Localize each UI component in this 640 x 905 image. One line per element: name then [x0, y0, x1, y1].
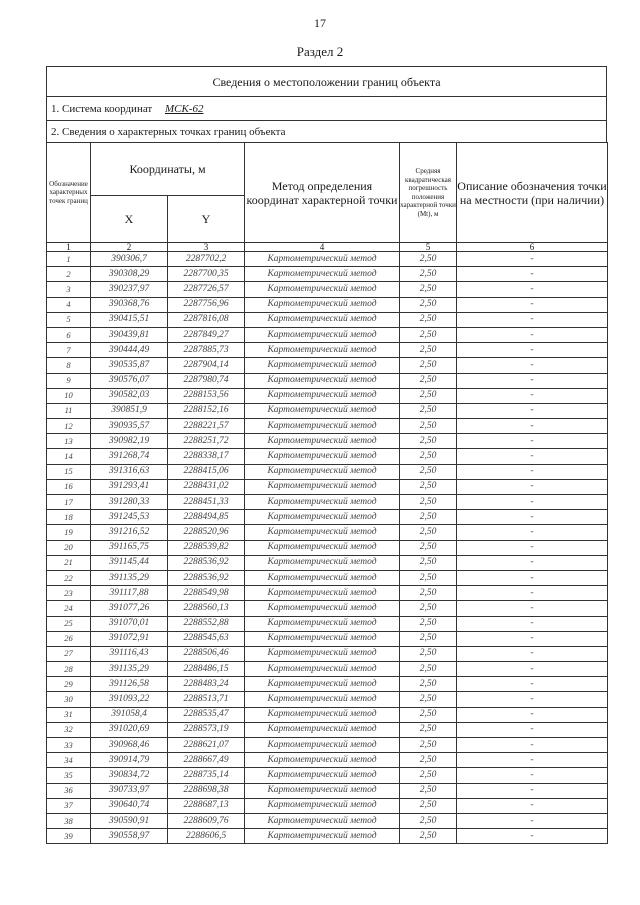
- method-cell: Картометрический метод: [245, 373, 400, 388]
- method-cell: Картометрический метод: [245, 601, 400, 616]
- x-coordinate-cell: 390914,79: [91, 753, 168, 768]
- description-cell: -: [457, 479, 608, 494]
- accuracy-cell: 2,50: [400, 373, 457, 388]
- accuracy-cell: 2,50: [400, 403, 457, 418]
- table-row: [47, 282, 608, 297]
- method-cell: Картометрический метод: [245, 570, 400, 585]
- accuracy-cell: 2,50: [400, 601, 457, 616]
- x-coordinate-cell: 390576,07: [91, 373, 168, 388]
- table-row: [47, 692, 608, 707]
- description-cell: -: [457, 813, 608, 828]
- point-number-cell: 24: [47, 601, 91, 616]
- y-coordinate-cell: 2287849,27: [168, 327, 245, 342]
- y-coordinate-cell: 2288506,46: [168, 646, 245, 661]
- point-number-cell: 33: [47, 738, 91, 753]
- x-coordinate-cell: 391165,75: [91, 540, 168, 555]
- table-row: [47, 343, 608, 358]
- description-cell: -: [457, 343, 608, 358]
- method-cell: Картометрический метод: [245, 312, 400, 327]
- method-cell: Картометрический метод: [245, 252, 400, 267]
- method-cell: Картометрический метод: [245, 297, 400, 312]
- x-coordinate-cell: 390535,87: [91, 358, 168, 373]
- point-number-cell: 32: [47, 722, 91, 737]
- accuracy-cell: 2,50: [400, 662, 457, 677]
- description-cell: -: [457, 722, 608, 737]
- description-cell: -: [457, 570, 608, 585]
- accuracy-cell: 2,50: [400, 495, 457, 510]
- point-number-cell: 12: [47, 419, 91, 434]
- x-coordinate-cell: 391135,29: [91, 570, 168, 585]
- y-coordinate-cell: 2288520,96: [168, 525, 245, 540]
- accuracy-cell: 2,50: [400, 722, 457, 737]
- description-cell: -: [457, 829, 608, 844]
- method-cell: Картометрический метод: [245, 813, 400, 828]
- point-number-cell: 31: [47, 707, 91, 722]
- y-coordinate-cell: 2288560,13: [168, 601, 245, 616]
- method-cell: Картометрический метод: [245, 525, 400, 540]
- accuracy-cell: 2,50: [400, 312, 457, 327]
- point-number-cell: 21: [47, 555, 91, 570]
- header-description: Описание обозначения точки на местности (при наличии): [457, 143, 608, 243]
- table-row: [47, 449, 608, 464]
- x-coordinate-cell: 390590,91: [91, 813, 168, 828]
- x-coordinate-cell: 391145,44: [91, 555, 168, 570]
- method-cell: Картометрический метод: [245, 738, 400, 753]
- y-coordinate-cell: 2288486,15: [168, 662, 245, 677]
- table-row: [47, 677, 608, 692]
- table-row: [47, 312, 608, 327]
- accuracy-cell: 2,50: [400, 829, 457, 844]
- accuracy-cell: 2,50: [400, 753, 457, 768]
- method-cell: Картометрический метод: [245, 419, 400, 434]
- point-number-cell: 23: [47, 586, 91, 601]
- points-table: [46, 142, 608, 844]
- description-cell: -: [457, 707, 608, 722]
- column-number: 1: [47, 243, 91, 252]
- description-cell: -: [457, 616, 608, 631]
- points-table-body: [47, 252, 608, 844]
- header-point-id: Обозначение характерных точек границ: [47, 143, 91, 243]
- table-row: [47, 586, 608, 601]
- y-coordinate-cell: 2287726,57: [168, 282, 245, 297]
- method-cell: Картометрический метод: [245, 449, 400, 464]
- y-coordinate-cell: 2288573,19: [168, 722, 245, 737]
- coordinate-system-label: 1. Система координат: [51, 103, 153, 115]
- description-cell: -: [457, 282, 608, 297]
- y-coordinate-cell: 2288536,92: [168, 570, 245, 585]
- method-cell: Картометрический метод: [245, 768, 400, 783]
- y-coordinate-cell: 2288698,38: [168, 783, 245, 798]
- column-number: 6: [457, 243, 608, 252]
- accuracy-cell: 2,50: [400, 783, 457, 798]
- header-method: Метод определения координат характерной точки: [245, 143, 400, 243]
- description-cell: -: [457, 555, 608, 570]
- method-cell: Картометрический метод: [245, 403, 400, 418]
- method-cell: Картометрический метод: [245, 753, 400, 768]
- description-cell: -: [457, 419, 608, 434]
- header-y: Y: [168, 196, 245, 243]
- point-number-cell: 20: [47, 540, 91, 555]
- method-cell: Картометрический метод: [245, 388, 400, 403]
- x-coordinate-cell: 391280,33: [91, 495, 168, 510]
- table-row: [47, 631, 608, 646]
- point-number-cell: 18: [47, 510, 91, 525]
- accuracy-cell: 2,50: [400, 267, 457, 282]
- header-accuracy: Средняя квадратическая погрешность положения характерной точки (Mt), м: [400, 143, 457, 243]
- table-row: [47, 419, 608, 434]
- accuracy-cell: 2,50: [400, 464, 457, 479]
- x-coordinate-cell: 390308,29: [91, 267, 168, 282]
- accuracy-cell: 2,50: [400, 252, 457, 267]
- y-coordinate-cell: 2288545,63: [168, 631, 245, 646]
- description-cell: -: [457, 798, 608, 813]
- x-coordinate-cell: 390834,72: [91, 768, 168, 783]
- point-number-cell: 17: [47, 495, 91, 510]
- description-cell: -: [457, 267, 608, 282]
- table-row: [47, 555, 608, 570]
- accuracy-cell: 2,50: [400, 388, 457, 403]
- table-row: [47, 601, 608, 616]
- y-coordinate-cell: 2287904,14: [168, 358, 245, 373]
- y-coordinate-cell: 2287756,96: [168, 297, 245, 312]
- method-cell: Картометрический метод: [245, 722, 400, 737]
- point-number-cell: 35: [47, 768, 91, 783]
- table-row: [47, 297, 608, 312]
- accuracy-cell: 2,50: [400, 707, 457, 722]
- x-coordinate-cell: 390851,9: [91, 403, 168, 418]
- y-coordinate-cell: 2287980,74: [168, 373, 245, 388]
- x-coordinate-cell: 390982,19: [91, 434, 168, 449]
- description-cell: -: [457, 540, 608, 555]
- point-number-cell: 6: [47, 327, 91, 342]
- method-cell: Картометрический метод: [245, 479, 400, 494]
- table-row: [47, 738, 608, 753]
- y-coordinate-cell: 2288221,57: [168, 419, 245, 434]
- point-number-cell: 2: [47, 267, 91, 282]
- accuracy-cell: 2,50: [400, 327, 457, 342]
- table-row: [47, 616, 608, 631]
- table-row: [47, 464, 608, 479]
- method-cell: Картометрический метод: [245, 707, 400, 722]
- description-cell: -: [457, 677, 608, 692]
- point-number-cell: 13: [47, 434, 91, 449]
- accuracy-cell: 2,50: [400, 297, 457, 312]
- method-cell: Картометрический метод: [245, 343, 400, 358]
- accuracy-cell: 2,50: [400, 570, 457, 585]
- method-cell: Картометрический метод: [245, 358, 400, 373]
- method-cell: Картометрический метод: [245, 783, 400, 798]
- x-coordinate-cell: 390558,97: [91, 829, 168, 844]
- point-number-cell: 9: [47, 373, 91, 388]
- description-cell: -: [457, 464, 608, 479]
- accuracy-cell: 2,50: [400, 646, 457, 661]
- y-coordinate-cell: 2288606,5: [168, 829, 245, 844]
- y-coordinate-cell: 2288549,98: [168, 586, 245, 601]
- accuracy-cell: 2,50: [400, 525, 457, 540]
- y-coordinate-cell: 2288153,56: [168, 388, 245, 403]
- method-cell: Картометрический метод: [245, 540, 400, 555]
- point-number-cell: 38: [47, 813, 91, 828]
- table-row: [47, 540, 608, 555]
- column-number: 4: [245, 243, 400, 252]
- table-row: [47, 783, 608, 798]
- table-row: [47, 768, 608, 783]
- point-number-cell: 30: [47, 692, 91, 707]
- point-number-cell: 27: [47, 646, 91, 661]
- y-coordinate-cell: 2288609,76: [168, 813, 245, 828]
- column-number: 2: [91, 243, 168, 252]
- table-row: [47, 267, 608, 282]
- x-coordinate-cell: 391093,22: [91, 692, 168, 707]
- accuracy-cell: 2,50: [400, 343, 457, 358]
- table-row: [47, 798, 608, 813]
- method-cell: Картометрический метод: [245, 677, 400, 692]
- y-coordinate-cell: 2288513,71: [168, 692, 245, 707]
- method-cell: Картометрический метод: [245, 798, 400, 813]
- description-cell: -: [457, 783, 608, 798]
- accuracy-cell: 2,50: [400, 586, 457, 601]
- method-cell: Картометрический метод: [245, 510, 400, 525]
- x-coordinate-cell: 390444,49: [91, 343, 168, 358]
- table-row: [47, 707, 608, 722]
- y-coordinate-cell: 2288621,07: [168, 738, 245, 753]
- description-cell: -: [457, 631, 608, 646]
- description-cell: -: [457, 510, 608, 525]
- point-number-cell: 28: [47, 662, 91, 677]
- method-cell: Картометрический метод: [245, 586, 400, 601]
- description-cell: -: [457, 403, 608, 418]
- x-coordinate-cell: 391116,43: [91, 646, 168, 661]
- description-cell: -: [457, 692, 608, 707]
- description-cell: -: [457, 768, 608, 783]
- y-coordinate-cell: 2288535,47: [168, 707, 245, 722]
- x-coordinate-cell: 390439,81: [91, 327, 168, 342]
- table-row: [47, 722, 608, 737]
- x-coordinate-cell: 391316,63: [91, 464, 168, 479]
- method-cell: Картометрический метод: [245, 282, 400, 297]
- description-cell: -: [457, 373, 608, 388]
- point-number-cell: 7: [47, 343, 91, 358]
- point-number-cell: 29: [47, 677, 91, 692]
- point-number-cell: 1: [47, 252, 91, 267]
- table-row: [47, 646, 608, 661]
- x-coordinate-cell: 390935,57: [91, 419, 168, 434]
- method-cell: Картометрический метод: [245, 646, 400, 661]
- y-coordinate-cell: 2288483,24: [168, 677, 245, 692]
- method-cell: Картометрический метод: [245, 692, 400, 707]
- accuracy-cell: 2,50: [400, 555, 457, 570]
- method-cell: Картометрический метод: [245, 495, 400, 510]
- section-title: Раздел 2: [296, 44, 344, 59]
- description-cell: -: [457, 601, 608, 616]
- accuracy-cell: 2,50: [400, 510, 457, 525]
- accuracy-cell: 2,50: [400, 798, 457, 813]
- y-coordinate-cell: 2287700,35: [168, 267, 245, 282]
- x-coordinate-cell: 390582,03: [91, 388, 168, 403]
- column-number: 3: [168, 243, 245, 252]
- x-coordinate-cell: 391058,4: [91, 707, 168, 722]
- table-row: [47, 753, 608, 768]
- table-row: [47, 388, 608, 403]
- y-coordinate-cell: 2288735,14: [168, 768, 245, 783]
- method-cell: Картометрический метод: [245, 829, 400, 844]
- point-number-cell: 22: [47, 570, 91, 585]
- y-coordinate-cell: 2287885,73: [168, 343, 245, 358]
- x-coordinate-cell: 391077,26: [91, 601, 168, 616]
- table-row: [47, 434, 608, 449]
- method-cell: Картометрический метод: [245, 464, 400, 479]
- accuracy-cell: 2,50: [400, 479, 457, 494]
- point-number-cell: 16: [47, 479, 91, 494]
- description-cell: -: [457, 434, 608, 449]
- point-number-cell: 8: [47, 358, 91, 373]
- point-number-cell: 3: [47, 282, 91, 297]
- y-coordinate-cell: 2288494,85: [168, 510, 245, 525]
- x-coordinate-cell: 390415,51: [91, 312, 168, 327]
- accuracy-cell: 2,50: [400, 692, 457, 707]
- table-row: [47, 510, 608, 525]
- method-cell: Картометрический метод: [245, 631, 400, 646]
- page-number: 17: [314, 16, 326, 30]
- y-coordinate-cell: 2287816,08: [168, 312, 245, 327]
- table-row: [47, 662, 608, 677]
- point-number-cell: 10: [47, 388, 91, 403]
- method-cell: Картометрический метод: [245, 267, 400, 282]
- y-coordinate-cell: 2288536,92: [168, 555, 245, 570]
- x-coordinate-cell: 391070,01: [91, 616, 168, 631]
- description-cell: -: [457, 662, 608, 677]
- points-caption: 2. Сведения о характерных точках границ объекта: [46, 120, 607, 142]
- x-coordinate-cell: 390237,97: [91, 282, 168, 297]
- description-cell: -: [457, 525, 608, 540]
- table-row: [47, 403, 608, 418]
- coordinate-system-row: [46, 96, 607, 120]
- point-number-cell: 26: [47, 631, 91, 646]
- x-coordinate-cell: 390733,97: [91, 783, 168, 798]
- accuracy-cell: 2,50: [400, 449, 457, 464]
- x-coordinate-cell: 390368,76: [91, 297, 168, 312]
- point-number-cell: 37: [47, 798, 91, 813]
- accuracy-cell: 2,50: [400, 738, 457, 753]
- point-number-cell: 19: [47, 525, 91, 540]
- method-cell: Картометрический метод: [245, 434, 400, 449]
- point-number-cell: 34: [47, 753, 91, 768]
- method-cell: Картометрический метод: [245, 555, 400, 570]
- point-number-cell: 15: [47, 464, 91, 479]
- x-coordinate-cell: 391126,58: [91, 677, 168, 692]
- accuracy-cell: 2,50: [400, 540, 457, 555]
- header-coordinates: Координаты, м: [91, 143, 245, 196]
- x-coordinate-cell: 391020,69: [91, 722, 168, 737]
- y-coordinate-cell: 2288539,82: [168, 540, 245, 555]
- x-coordinate-cell: 391293,41: [91, 479, 168, 494]
- x-coordinate-cell: 391216,52: [91, 525, 168, 540]
- accuracy-cell: 2,50: [400, 358, 457, 373]
- table-row: [47, 813, 608, 828]
- y-coordinate-cell: 2288431,02: [168, 479, 245, 494]
- y-coordinate-cell: 2287702,2: [168, 252, 245, 267]
- coordinate-system-value: МСК-62: [164, 103, 204, 115]
- accuracy-cell: 2,50: [400, 282, 457, 297]
- method-cell: Картометрический метод: [245, 327, 400, 342]
- description-cell: -: [457, 388, 608, 403]
- x-coordinate-cell: 391117,88: [91, 586, 168, 601]
- point-number-cell: 39: [47, 829, 91, 844]
- description-cell: -: [457, 753, 608, 768]
- method-cell: Картометрический метод: [245, 616, 400, 631]
- accuracy-cell: 2,50: [400, 813, 457, 828]
- description-cell: -: [457, 646, 608, 661]
- table-row: [47, 358, 608, 373]
- table-row: [47, 373, 608, 388]
- y-coordinate-cell: 2288552,88: [168, 616, 245, 631]
- description-cell: -: [457, 586, 608, 601]
- point-number-cell: 11: [47, 403, 91, 418]
- x-coordinate-cell: 390640,74: [91, 798, 168, 813]
- x-coordinate-cell: 390306,7: [91, 252, 168, 267]
- point-number-cell: 4: [47, 297, 91, 312]
- point-number-cell: 25: [47, 616, 91, 631]
- x-coordinate-cell: 390968,46: [91, 738, 168, 753]
- accuracy-cell: 2,50: [400, 434, 457, 449]
- description-cell: -: [457, 252, 608, 267]
- header-x: X: [91, 196, 168, 243]
- table-row: [47, 570, 608, 585]
- accuracy-cell: 2,50: [400, 616, 457, 631]
- column-number: 5: [400, 243, 457, 252]
- x-coordinate-cell: 391072,91: [91, 631, 168, 646]
- column-number-row: [47, 243, 608, 252]
- y-coordinate-cell: 2288251,72: [168, 434, 245, 449]
- description-cell: -: [457, 738, 608, 753]
- description-cell: -: [457, 449, 608, 464]
- table-row: [47, 829, 608, 844]
- table-row: [47, 252, 608, 267]
- table-row: [47, 525, 608, 540]
- table-row: [47, 495, 608, 510]
- x-coordinate-cell: 391135,29: [91, 662, 168, 677]
- method-cell: Картометрический метод: [245, 662, 400, 677]
- y-coordinate-cell: 2288338,17: [168, 449, 245, 464]
- y-coordinate-cell: 2288152,16: [168, 403, 245, 418]
- point-number-cell: 36: [47, 783, 91, 798]
- x-coordinate-cell: 391268,74: [91, 449, 168, 464]
- accuracy-cell: 2,50: [400, 768, 457, 783]
- point-number-cell: 5: [47, 312, 91, 327]
- y-coordinate-cell: 2288687,13: [168, 798, 245, 813]
- y-coordinate-cell: 2288667,49: [168, 753, 245, 768]
- description-cell: -: [457, 297, 608, 312]
- description-cell: -: [457, 495, 608, 510]
- y-coordinate-cell: 2288451,33: [168, 495, 245, 510]
- point-number-cell: 14: [47, 449, 91, 464]
- description-cell: -: [457, 327, 608, 342]
- table-row: [47, 327, 608, 342]
- x-coordinate-cell: 391245,53: [91, 510, 168, 525]
- boundary-sheet: [46, 66, 607, 844]
- accuracy-cell: 2,50: [400, 631, 457, 646]
- accuracy-cell: 2,50: [400, 677, 457, 692]
- y-coordinate-cell: 2288415,06: [168, 464, 245, 479]
- description-cell: -: [457, 312, 608, 327]
- table-title: Сведения о местоположении границ объекта: [46, 66, 607, 96]
- accuracy-cell: 2,50: [400, 419, 457, 434]
- description-cell: -: [457, 358, 608, 373]
- table-row: [47, 479, 608, 494]
